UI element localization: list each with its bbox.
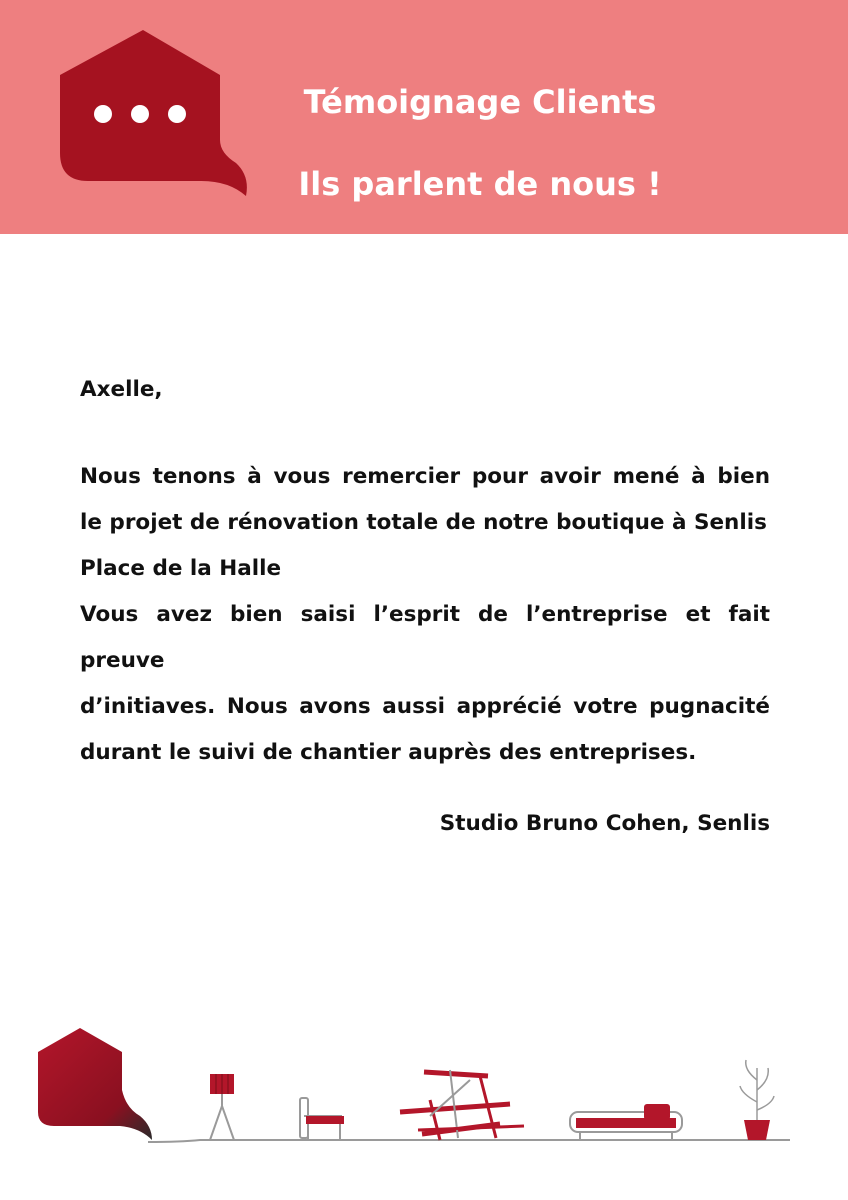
footer-illustration: [30, 1020, 800, 1170]
body-line: Place de la Halle: [80, 556, 282, 581]
header-banner: [0, 0, 848, 234]
header-title: Témoignage Clients: [303, 83, 657, 121]
header-subtitle: Ils parlent de nous !: [298, 165, 662, 203]
body-line: durant le suivi de chantier auprès des entreprises.: [80, 740, 697, 765]
scattered-planks-icon: [400, 1070, 524, 1140]
house-bubble-icon: [38, 1028, 152, 1140]
ground-line: [148, 1140, 790, 1142]
salutation: Axelle,: [80, 377, 163, 402]
speech-bubble-house-icon: [58, 28, 248, 200]
body-line: d’initiaves. Nous avons aussi apprécié votre pugnacité: [80, 694, 770, 719]
floor-lamp-icon: [210, 1074, 234, 1140]
testimonial-letter: [80, 370, 770, 844]
sofa-icon: [570, 1104, 682, 1140]
body-line: Vous avez bien saisi l’esprit de l’entreprise et fait preuve: [80, 602, 770, 673]
armchair-icon: [300, 1098, 344, 1140]
body-line: le projet de rénovation totale de notre boutique à Senlis: [80, 510, 767, 535]
potted-plant-icon: [740, 1060, 774, 1140]
testimonial-body: [80, 454, 770, 776]
body-line: Nous tenons à vous remercier pour avoir mené à bien: [80, 464, 770, 489]
signature: Studio Bruno Cohen, Senlis: [439, 811, 770, 836]
